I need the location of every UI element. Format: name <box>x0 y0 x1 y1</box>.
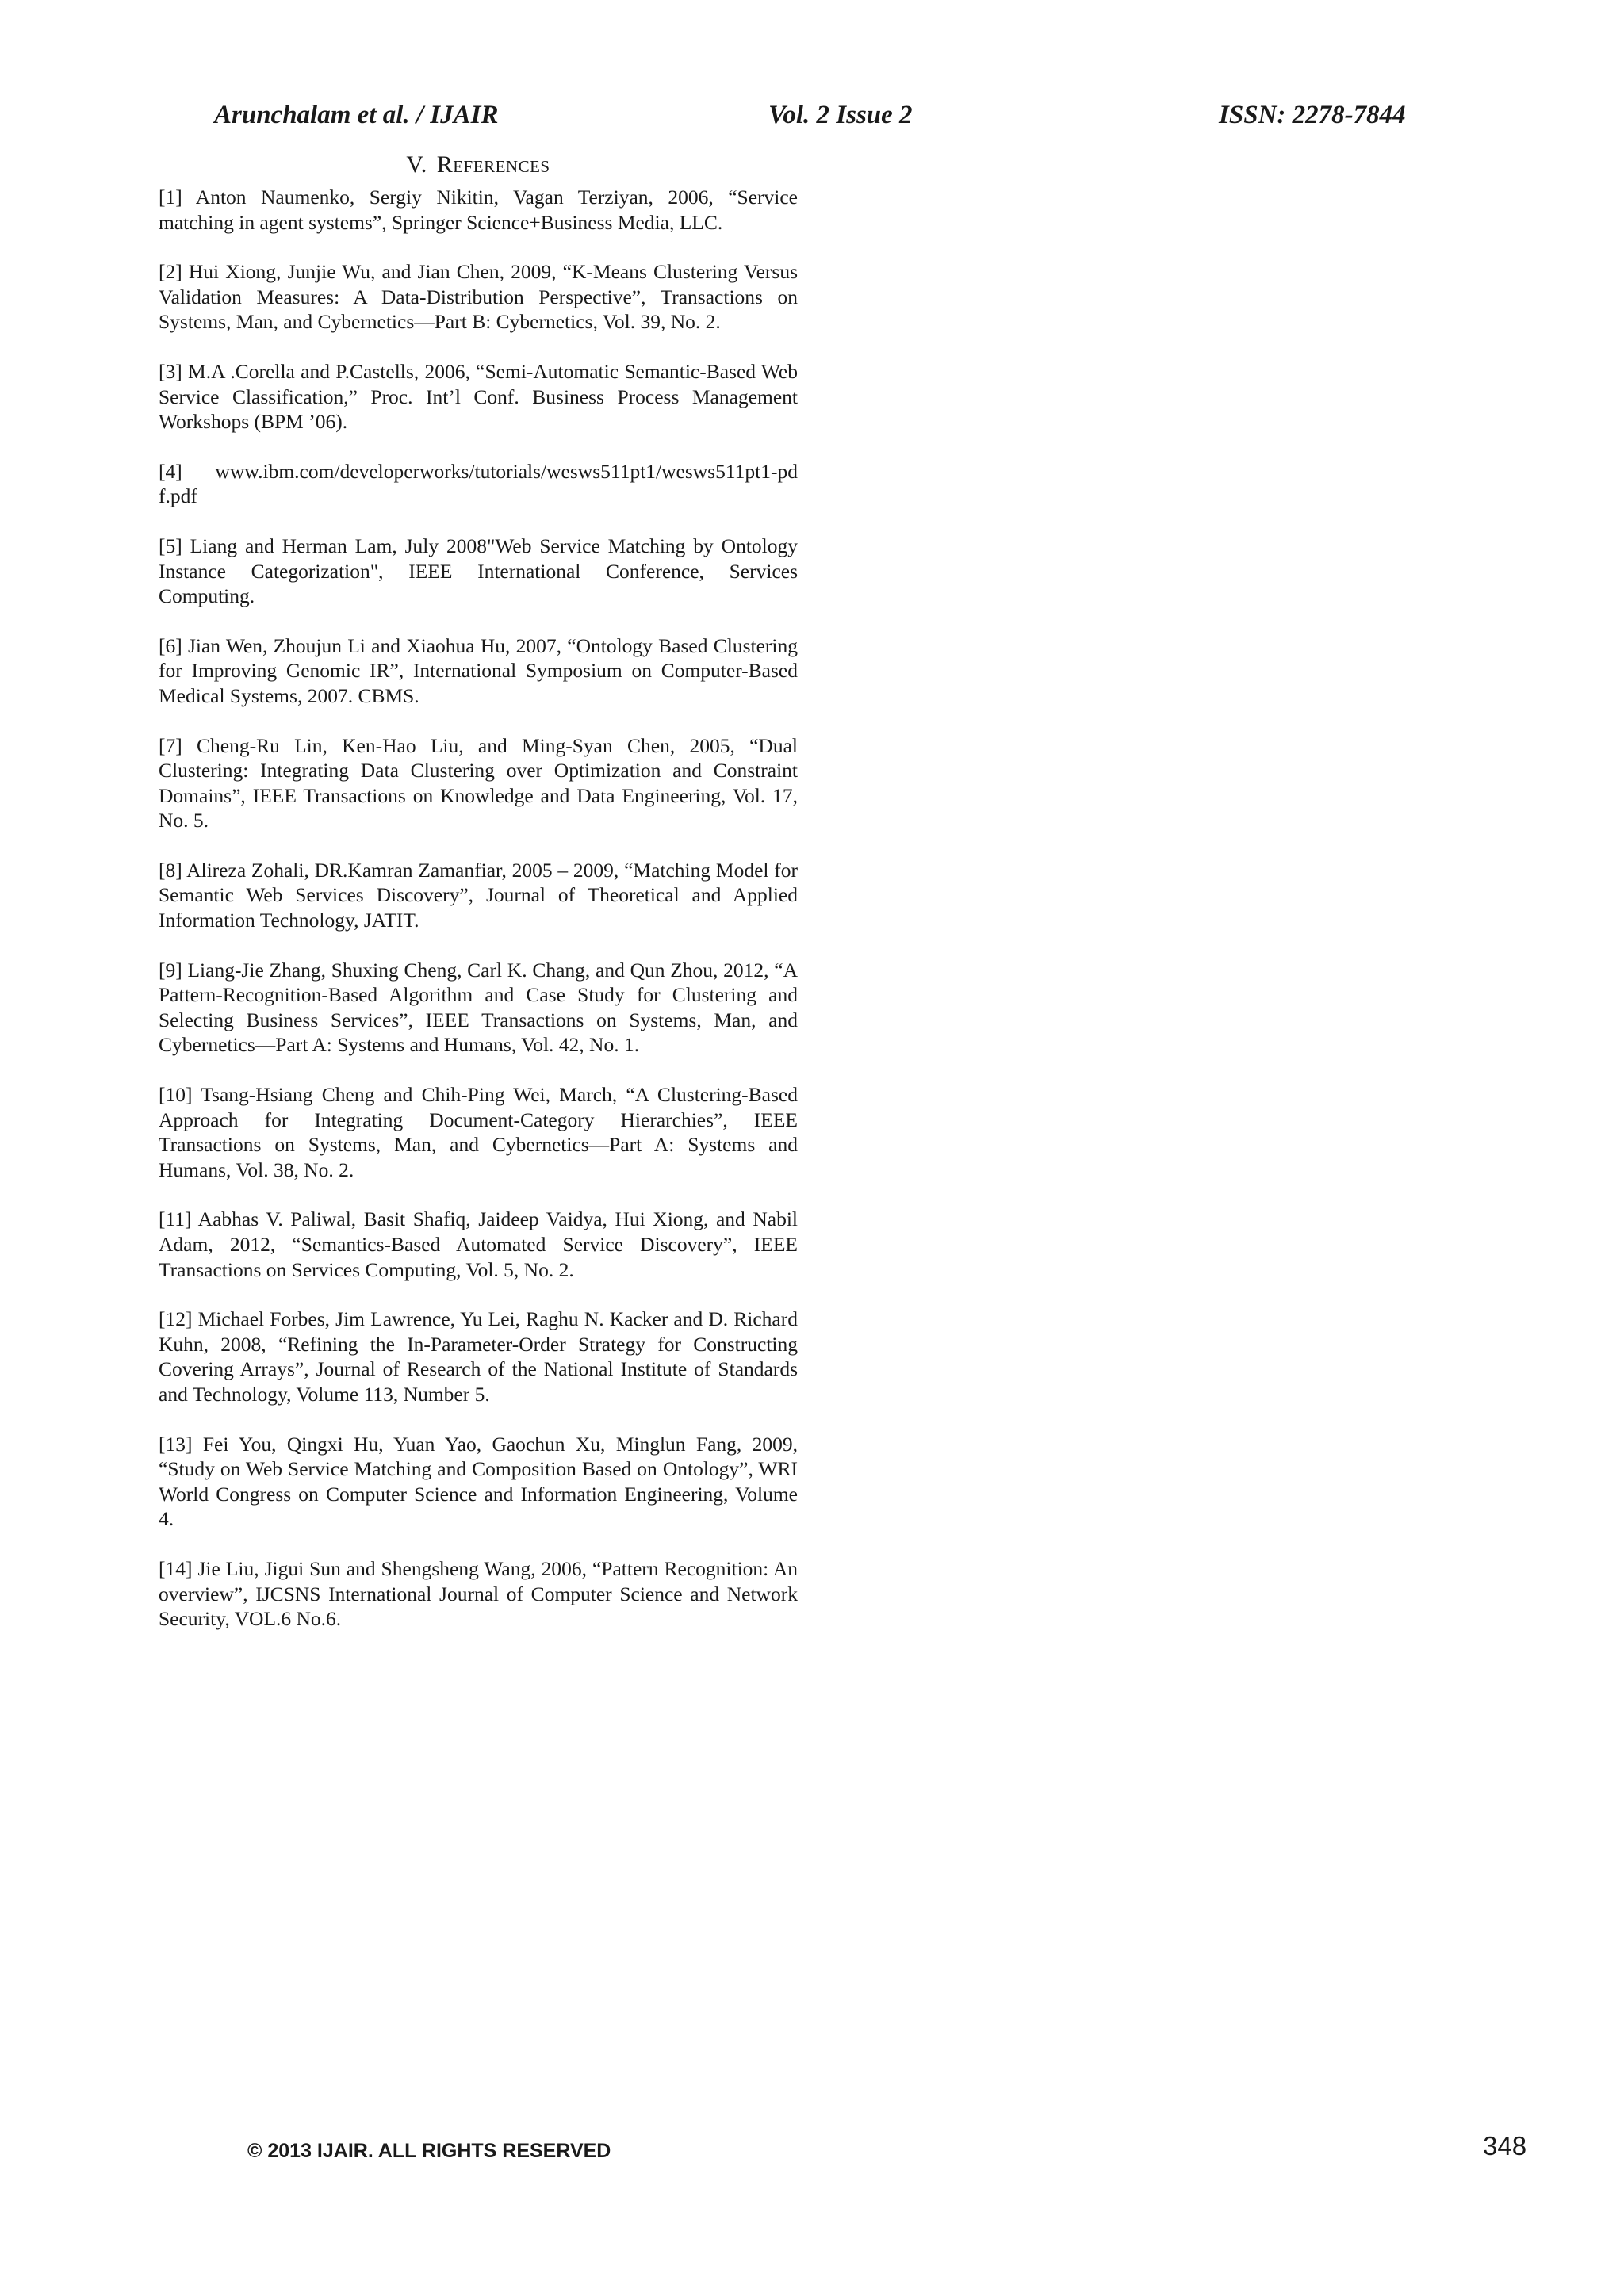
section-number: V. <box>406 151 427 178</box>
reference-3: [3] M.A .Corella and P.Castells, 2006, “Semi-Automatic Semantic-Based Web Service Classification,” Proc. Int’l Conf. Business Process Management Workshops (BPM ’06). <box>159 359 798 434</box>
reference-12: [12] Michael Forbes, Jim Lawrence, Yu Lei, Raghu N. Kacker and D. Richard Kuhn, 2008, “Refining the In-Parameter-Order Strategy for Constructing Covering Arrays”, Journal of Research of the National Institute of Standards and Technology, Volume 113, Number 5. <box>159 1307 798 1406</box>
reference-6: [6] Jian Wen, Zhoujun Li and Xiaohua Hu, 2007, “Ontology Based Clustering for Improving Genomic IR”, International Symposium on Computer-Based Medical Systems, 2007. CBMS. <box>159 633 798 707</box>
reference-7: [7] Cheng-Ru Lin, Ken-Hao Liu, and Ming-Syan Chen, 2005, “Dual Clustering: Integrating Data Clustering over Optimization and Constraint Domains”, IEEE Transactions on Knowledge and Data Engineering, Vol. 17, No. 5. <box>159 733 798 832</box>
reference-1: [1] Anton Naumenko, Sergiy Nikitin, Vagan Terziyan, 2006, “Service matching in agent systems”, Springer Science+Business Media, LLC. <box>159 186 798 234</box>
running-header <box>214 94 1419 136</box>
reference-list <box>159 185 798 1656</box>
header-volume: Vol. 2 Issue 2 <box>768 101 913 129</box>
page-number: 348 <box>1483 2131 1527 2160</box>
reference-13: [13] Fei You, Qingxi Hu, Yuan Yao, Gaochun Xu, Minglun Fang, 2009, “Study on Web Service Matching and Composition Based on Ontology”, WRI World Congress on Computer Science and Information Engineering, Volume 4. <box>159 1432 798 1531</box>
header-issn: ISSN: 2278-7844 <box>1219 101 1406 129</box>
section-heading <box>159 147 798 182</box>
footer-copyright: © 2013 IJAIR. ALL RIGHTS RESERVED <box>247 2140 611 2162</box>
reference-11: [11] Aabhas V. Paliwal, Basit Shafiq, Jaideep Vaidya, Hui Xiong, and Nabil Adam, 2012, “Semantics-Based Automated Service Discovery”, IEEE Transactions on Services Computing, Vol. 5, No. 2. <box>159 1207 798 1281</box>
reference-8: [8] Alireza Zohali, DR.Kamran Zamanfiar, 2005 – 2009, “Matching Model for Semantic Web Services Discovery”, Journal of Theoretical and Applied Information Technology, JATIT. <box>159 858 798 932</box>
section-title: References <box>436 151 550 178</box>
reference-14: [14] Jie Liu, Jigui Sun and Shengsheng Wang, 2006, “Pattern Recognition: An overview”, IJCSNS International Journal of Computer Science and Network Security, VOL.6 No.6. <box>159 1556 798 1631</box>
reference-9: [9] Liang-Jie Zhang, Shuxing Cheng, Carl K. Chang, and Qun Zhou, 2012, “A Pattern-Recognition-Based Algorithm and Case Study for Clustering and Selecting Business Services”, IEEE Transactions on Systems, Man, and Cybernetics—Part A: Systems and Humans, Vol. 42, No. 1. <box>159 958 798 1057</box>
reference-4: [4] www.ibm.com/developerworks/tutorials/wesws511pt1/wesws511pt1-pdf.pdf <box>159 459 798 508</box>
reference-5: [5] Liang and Herman Lam, July 2008"Web Service Matching by Ontology Instance Categorization", IEEE International Conference, Services Computing. <box>159 534 798 608</box>
reference-10: [10] Tsang-Hsiang Cheng and Chih-Ping Wei, March, “A Clustering-Based Approach for Integrating Document-Category Hierarchies”, IEEE Transactions on Systems, Man, and Cybernetics—Part A: Systems and Humans, Vol. 38, No. 2. <box>159 1083 798 1181</box>
reference-2: [2] Hui Xiong, Junjie Wu, and Jian Chen, 2009, “K-Means Clustering Versus Validation Measures: A Data-Distribution Perspective”, Transactions on Systems, Man, and Cybernetics—Part B: Cybernetics, Vol. 39, No. 2. <box>159 260 798 334</box>
header-authors: Arunchalam et al. / IJAIR <box>214 101 499 129</box>
